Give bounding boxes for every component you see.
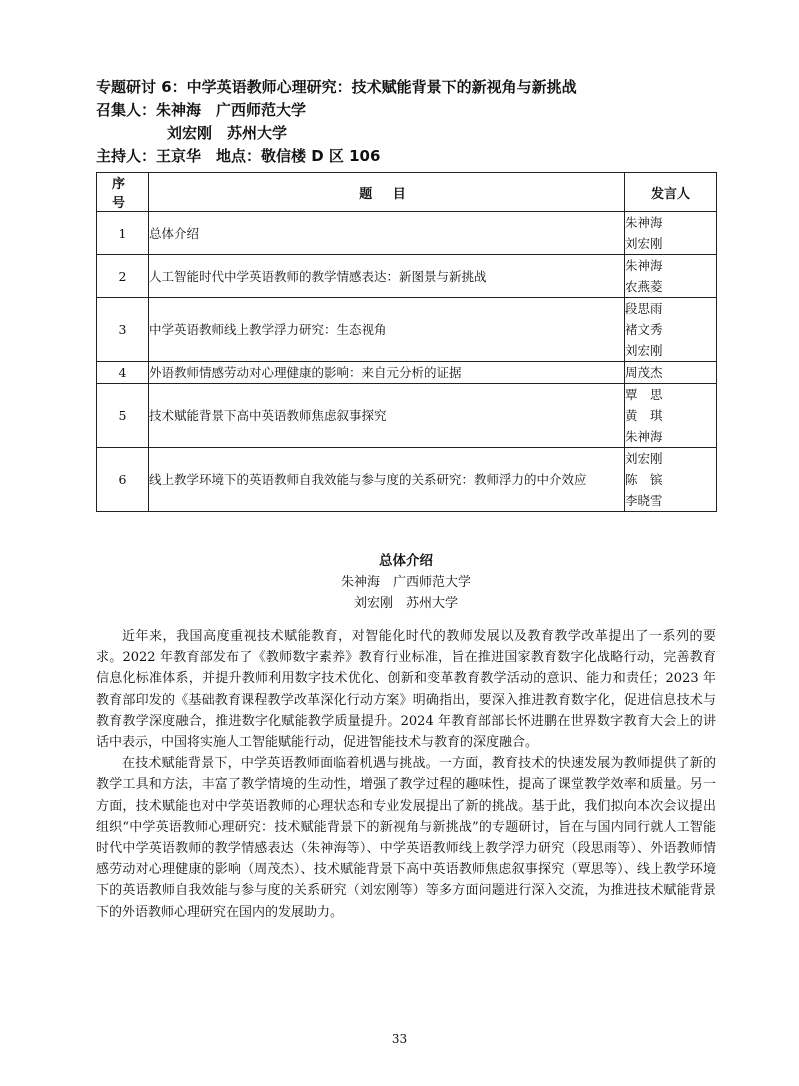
body-text (96, 626, 716, 923)
paragraph: 在技术赋能背景下，中学英语教师面临着机遇与挑战。一方面，教育技术的快速发展为教师提供了新的教学工具和方法，丰富了教学情境的生动性，增强了教学过程的趣味性，提高了课堂教学效率和质量。另一方面，技术赋能也对中学英语教师的心理状态和专业发展提出了新的挑战。基于此，我们拟向本次会议提出组织“中学英语教师心理研究：技术赋能背景下的新视角与新挑战”的专题研讨，旨在与国内同行就人工智能时代中学英语教师的教学情感表达（朱神海等）、中学英语教师线上教学浮力研究（段思雨等）、外语教师情感劳动对心理健康的影响（周茂杰）、技术赋能背景下高中英语教师焦虑叙事探究（覃思等）、线上教学环境下的英语教师自我效能与参与度的关系研究（刘宏刚等）等多方面问题进行深入交流，为推进技术赋能背景下的外语教师心理研究在国内的发展助力。 (96, 756, 716, 920)
row-speakers (625, 298, 717, 362)
table-header-row (97, 173, 717, 212)
row-speakers (625, 362, 717, 384)
table-row (97, 298, 717, 362)
header-title: 题 目 (149, 173, 625, 212)
table-row (97, 448, 717, 512)
table-row (97, 362, 717, 384)
speaker: 朱神海 (625, 429, 663, 444)
section-title: 总体介绍 (379, 553, 433, 569)
speaker: 朱神海 (625, 258, 663, 273)
table-row (97, 384, 717, 448)
speaker: 周茂杰 (625, 365, 663, 380)
row-no: 6 (97, 448, 149, 512)
convener-2: 刘宏刚 苏州大学 (167, 124, 288, 142)
table-row (97, 212, 717, 255)
speaker: 段思雨 (625, 301, 663, 316)
header-speaker: 发言人 (625, 173, 717, 212)
convener-1: 朱神海 广西师范大学 (156, 101, 307, 119)
convener-line (96, 99, 716, 122)
row-no: 4 (97, 362, 149, 384)
speaker: 覃 思 (625, 387, 663, 402)
table-row (97, 255, 717, 298)
speaker: 刘宏刚 (625, 343, 663, 358)
paragraph: 近年来，我国高度重视技术赋能教育，对智能化时代的教师发展以及教育教学改革提出了一系列的要求。2022 年教育部发布了《教师数字素养》教育行业标准，旨在推进国家教育数字化战略行动，完善教育信息化标准体系，并提升教师利用数字技术优化、创新和变革教育教学活动的意识、能力和责任；2023 年教育部印发的《基础教育课程教学改革深化行动方案》明确指出，要深入推进教育数字化，促进信息技术与教育教学深度融合，推进数字化赋能教学质量提升。2024 年教育部部长怀进鹏在世界数字教育大会上的讲话中表示，中国将实施人工智能赋能行动，促进智能技术与教育的深度融合。 (96, 629, 716, 751)
speaker: 朱神海 (625, 215, 663, 230)
row-no: 1 (97, 212, 149, 255)
row-no: 5 (97, 384, 149, 448)
row-title: 总体介绍 (149, 212, 625, 255)
host-line: 主持人：王京华 地点：敬信楼 D 区 106 (96, 147, 381, 165)
page-number: 33 (391, 1032, 408, 1046)
author-affiliation: 刘宏刚 苏州大学 (353, 596, 458, 611)
row-speakers (625, 448, 717, 512)
row-title: 技术赋能背景下高中英语教师焦虑叙事探究 (149, 384, 625, 448)
row-speakers (625, 384, 717, 448)
row-speakers (625, 212, 717, 255)
speaker: 褚文秀 (625, 322, 663, 337)
convener-label: 召集人： (96, 101, 157, 119)
speaker: 农燕菱 (625, 279, 663, 294)
row-title: 外语教师情感劳动对心理健康的影响：来自元分析的证据 (149, 362, 625, 384)
speaker: 刘宏刚 (625, 451, 663, 466)
row-no: 2 (97, 255, 149, 298)
author-affiliation: 朱神海 广西师范大学 (340, 575, 471, 590)
speaker: 陈 镔 (625, 472, 663, 487)
speaker: 李晓雪 (625, 493, 663, 508)
schedule-table (96, 172, 717, 512)
row-title: 中学英语教师线上教学浮力研究：生态视角 (149, 298, 625, 362)
row-title: 人工智能时代中学英语教师的教学情感表达：新图景与新挑战 (149, 255, 625, 298)
speaker: 黄 琪 (625, 408, 663, 423)
header-no: 序 号 (97, 173, 149, 212)
topic-heading: 专题研讨 6：中学英语教师心理研究：技术赋能背景下的新视角与新挑战 (96, 78, 577, 96)
speaker: 刘宏刚 (625, 236, 663, 251)
row-no: 3 (97, 298, 149, 362)
row-title: 线上教学环境下的英语教师自我效能与参与度的关系研究：教师浮力的中介效应 (149, 448, 625, 512)
document-page (96, 76, 716, 923)
row-speakers (625, 255, 717, 298)
